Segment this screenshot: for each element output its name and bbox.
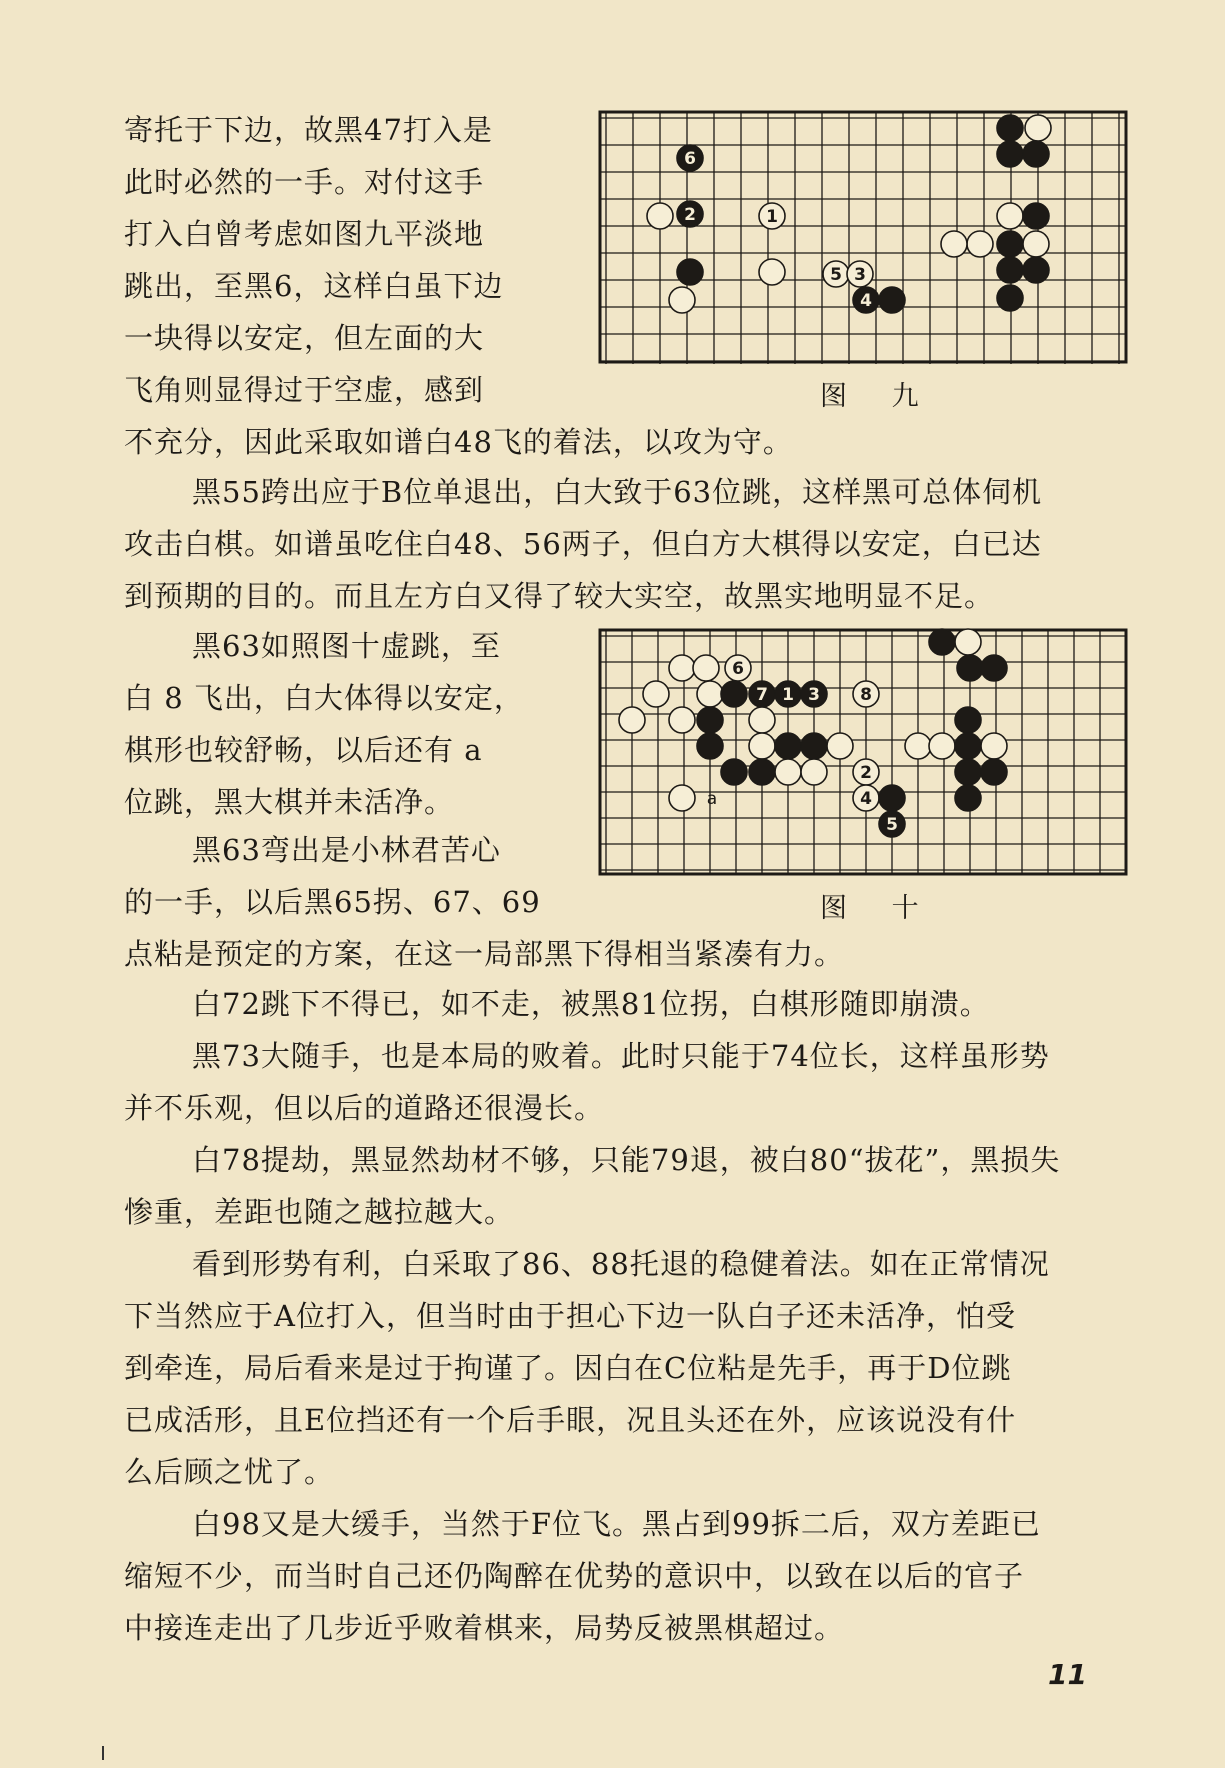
black-stone bbox=[879, 287, 905, 313]
stone-number: 1 bbox=[766, 207, 778, 227]
white-stone bbox=[853, 681, 879, 707]
black-stone bbox=[997, 141, 1023, 167]
black-stone bbox=[981, 759, 1007, 785]
text-line: 已成活形，且E位挡还有一个后手眼，况且头还在外，应该说没有什 bbox=[124, 1403, 1017, 1437]
text-line: 么后顾之忧了。 bbox=[124, 1455, 335, 1489]
go-diagram-figure-9 bbox=[598, 110, 1128, 366]
text-line: 棋形也较舒畅，以后还有 a bbox=[124, 733, 483, 767]
black-stone bbox=[997, 231, 1023, 257]
white-stone bbox=[647, 203, 673, 229]
white-stone bbox=[643, 681, 669, 707]
print-mark bbox=[102, 1746, 104, 1760]
stone-number: 4 bbox=[860, 789, 872, 809]
go-diagram-figure-10 bbox=[598, 628, 1128, 876]
text-line: 打入白曾考虑如图九平淡地 bbox=[124, 217, 485, 251]
black-stone bbox=[1023, 141, 1049, 167]
black-stone bbox=[997, 257, 1023, 283]
black-stone bbox=[997, 115, 1023, 141]
text-line: 寄托于下边，故黑47打入是 bbox=[124, 113, 493, 147]
black-stone bbox=[1023, 257, 1049, 283]
text-line: 并不乐观，但以后的道路还很漫长。 bbox=[124, 1091, 605, 1125]
paragraph-8 bbox=[124, 1238, 1134, 1498]
text-line: 到预期的目的。而且左方白又得了较大实空，故黑实地明显不足。 bbox=[124, 579, 995, 613]
text-line: 黑63弯出是小林君苦心 bbox=[192, 833, 501, 867]
black-stone bbox=[721, 759, 747, 785]
text-line: 点粘是预定的方案，在这一局部黑下得相当紧凑有力。 bbox=[124, 937, 845, 971]
black-stone bbox=[929, 629, 955, 655]
white-stone bbox=[759, 203, 785, 229]
black-stone bbox=[677, 201, 703, 227]
stone-number: 5 bbox=[886, 815, 898, 835]
stone-number: 1 bbox=[782, 685, 794, 705]
white-stone bbox=[669, 785, 695, 811]
text-line: 到牵连，局后看来是过于拘谨了。因白在C位粘是先手，再于D位跳 bbox=[124, 1351, 1012, 1385]
black-stone bbox=[955, 785, 981, 811]
text-line: 惨重，差距也随之越拉越大。 bbox=[124, 1195, 515, 1229]
text-line: 的一手，以后黑65拐、67、69 bbox=[124, 885, 541, 919]
paragraph-7 bbox=[124, 1134, 1134, 1238]
black-stone bbox=[879, 785, 905, 811]
text-line: 攻击白棋。如谱虽吃住白48、56两子，但白方大棋得以安定，白已达 bbox=[124, 527, 1042, 561]
black-stone bbox=[775, 733, 801, 759]
black-stone bbox=[775, 681, 801, 707]
black-stone bbox=[955, 733, 981, 759]
text-line: 一块得以安定，但左面的大 bbox=[124, 321, 485, 355]
text-line: 飞角则显得过于空虚，感到 bbox=[124, 373, 485, 407]
white-stone bbox=[905, 733, 931, 759]
white-stone bbox=[955, 629, 981, 655]
text-line: 中接连走出了几步近乎败着棋来，局势反被黑棋超过。 bbox=[124, 1611, 845, 1645]
black-stone bbox=[801, 681, 827, 707]
white-stone bbox=[619, 707, 645, 733]
white-stone bbox=[941, 231, 967, 257]
black-stone bbox=[997, 285, 1023, 311]
text-line: 黑63如照图十虚跳，至 bbox=[192, 629, 501, 663]
white-stone bbox=[697, 681, 723, 707]
black-stone bbox=[697, 707, 723, 733]
white-stone bbox=[847, 261, 873, 287]
stone-number: 3 bbox=[808, 685, 820, 705]
text-line: 白 8 飞出，白大体得以安定， bbox=[124, 681, 524, 715]
white-stone bbox=[1025, 115, 1051, 141]
white-stone bbox=[981, 733, 1007, 759]
text-line: 位跳，黑大棋并未活净。 bbox=[124, 785, 455, 819]
black-stone bbox=[1023, 203, 1049, 229]
text-line: 不充分，因此采取如谱白48飞的着法，以攻为守。 bbox=[124, 425, 793, 459]
white-stone bbox=[669, 287, 695, 313]
black-stone bbox=[955, 707, 981, 733]
black-stone bbox=[981, 655, 1007, 681]
black-stone bbox=[749, 759, 775, 785]
stone-number: 5 bbox=[830, 265, 842, 285]
white-stone bbox=[801, 759, 827, 785]
white-stone bbox=[929, 733, 955, 759]
black-stone bbox=[879, 811, 905, 837]
black-stone bbox=[853, 287, 879, 313]
paragraph-6 bbox=[124, 1030, 1134, 1134]
white-stone bbox=[775, 759, 801, 785]
black-stone bbox=[721, 681, 747, 707]
white-stone bbox=[669, 655, 695, 681]
black-stone bbox=[677, 145, 703, 171]
text-line: 跳出，至黑6，这样白虽下边 bbox=[124, 269, 504, 303]
text-line: 缩短不少，而当时自己还仍陶醉在优势的意识中，以致在以后的官子 bbox=[124, 1559, 1025, 1593]
black-stone bbox=[697, 733, 723, 759]
white-stone bbox=[749, 707, 775, 733]
black-stone bbox=[801, 733, 827, 759]
stone-number: 6 bbox=[684, 149, 696, 169]
white-stone bbox=[823, 261, 849, 287]
stone-number: 6 bbox=[732, 659, 744, 679]
text-line: 黑73大随手，也是本局的败着。此时只能于74位长，这样虽形势 bbox=[192, 1039, 1050, 1073]
white-stone bbox=[669, 707, 695, 733]
stone-number: 3 bbox=[854, 265, 866, 285]
white-stone bbox=[749, 733, 775, 759]
stone-number: 2 bbox=[860, 763, 872, 783]
point-label: a bbox=[706, 789, 718, 809]
white-stone bbox=[759, 259, 785, 285]
white-stone bbox=[1023, 231, 1049, 257]
white-stone bbox=[997, 203, 1023, 229]
white-stone bbox=[853, 785, 879, 811]
page-number: 11 bbox=[1048, 1658, 1087, 1691]
white-stone bbox=[725, 655, 751, 681]
text-line: 下当然应于A位打入，但当时由于担心下边一队白子还未活净，怕受 bbox=[124, 1299, 1016, 1333]
black-stone bbox=[955, 759, 981, 785]
white-stone bbox=[853, 759, 879, 785]
text-line: 此时必然的一手。对付这手 bbox=[124, 165, 485, 199]
stone-number: 7 bbox=[756, 685, 768, 705]
stone-number: 2 bbox=[684, 205, 696, 225]
white-stone bbox=[967, 231, 993, 257]
text-line: 白98又是大缓手，当然于F位飞。黑占到99拆二后，双方差距已 bbox=[192, 1507, 1041, 1541]
white-stone bbox=[693, 655, 719, 681]
stone-number: 4 bbox=[860, 291, 872, 311]
white-stone bbox=[827, 733, 853, 759]
text-line: 黑55跨出应于B位单退出，白大致于63位跳，这样黑可总体伺机 bbox=[192, 475, 1043, 509]
paragraph-9 bbox=[124, 1498, 1134, 1654]
text-line: 白78提劫，黑显然劫材不够，只能79退，被白80“拔花”，黑损失 bbox=[192, 1143, 1061, 1177]
text-line: 白72跳下不得已，如不走，被黑81位拐，白棋形随即崩溃。 bbox=[192, 987, 990, 1021]
black-stone bbox=[677, 259, 703, 285]
stone-number: 8 bbox=[860, 685, 872, 705]
paragraph-5 bbox=[124, 978, 1134, 1030]
figure-9-caption: 图 九 bbox=[820, 381, 937, 412]
black-stone bbox=[749, 681, 775, 707]
figure-10-caption: 图 十 bbox=[820, 893, 937, 924]
text-line: 看到形势有利，白采取了86、88托退的稳健着法。如在正常情况 bbox=[192, 1247, 1050, 1281]
paragraph-2 bbox=[124, 466, 1134, 622]
black-stone bbox=[957, 655, 983, 681]
